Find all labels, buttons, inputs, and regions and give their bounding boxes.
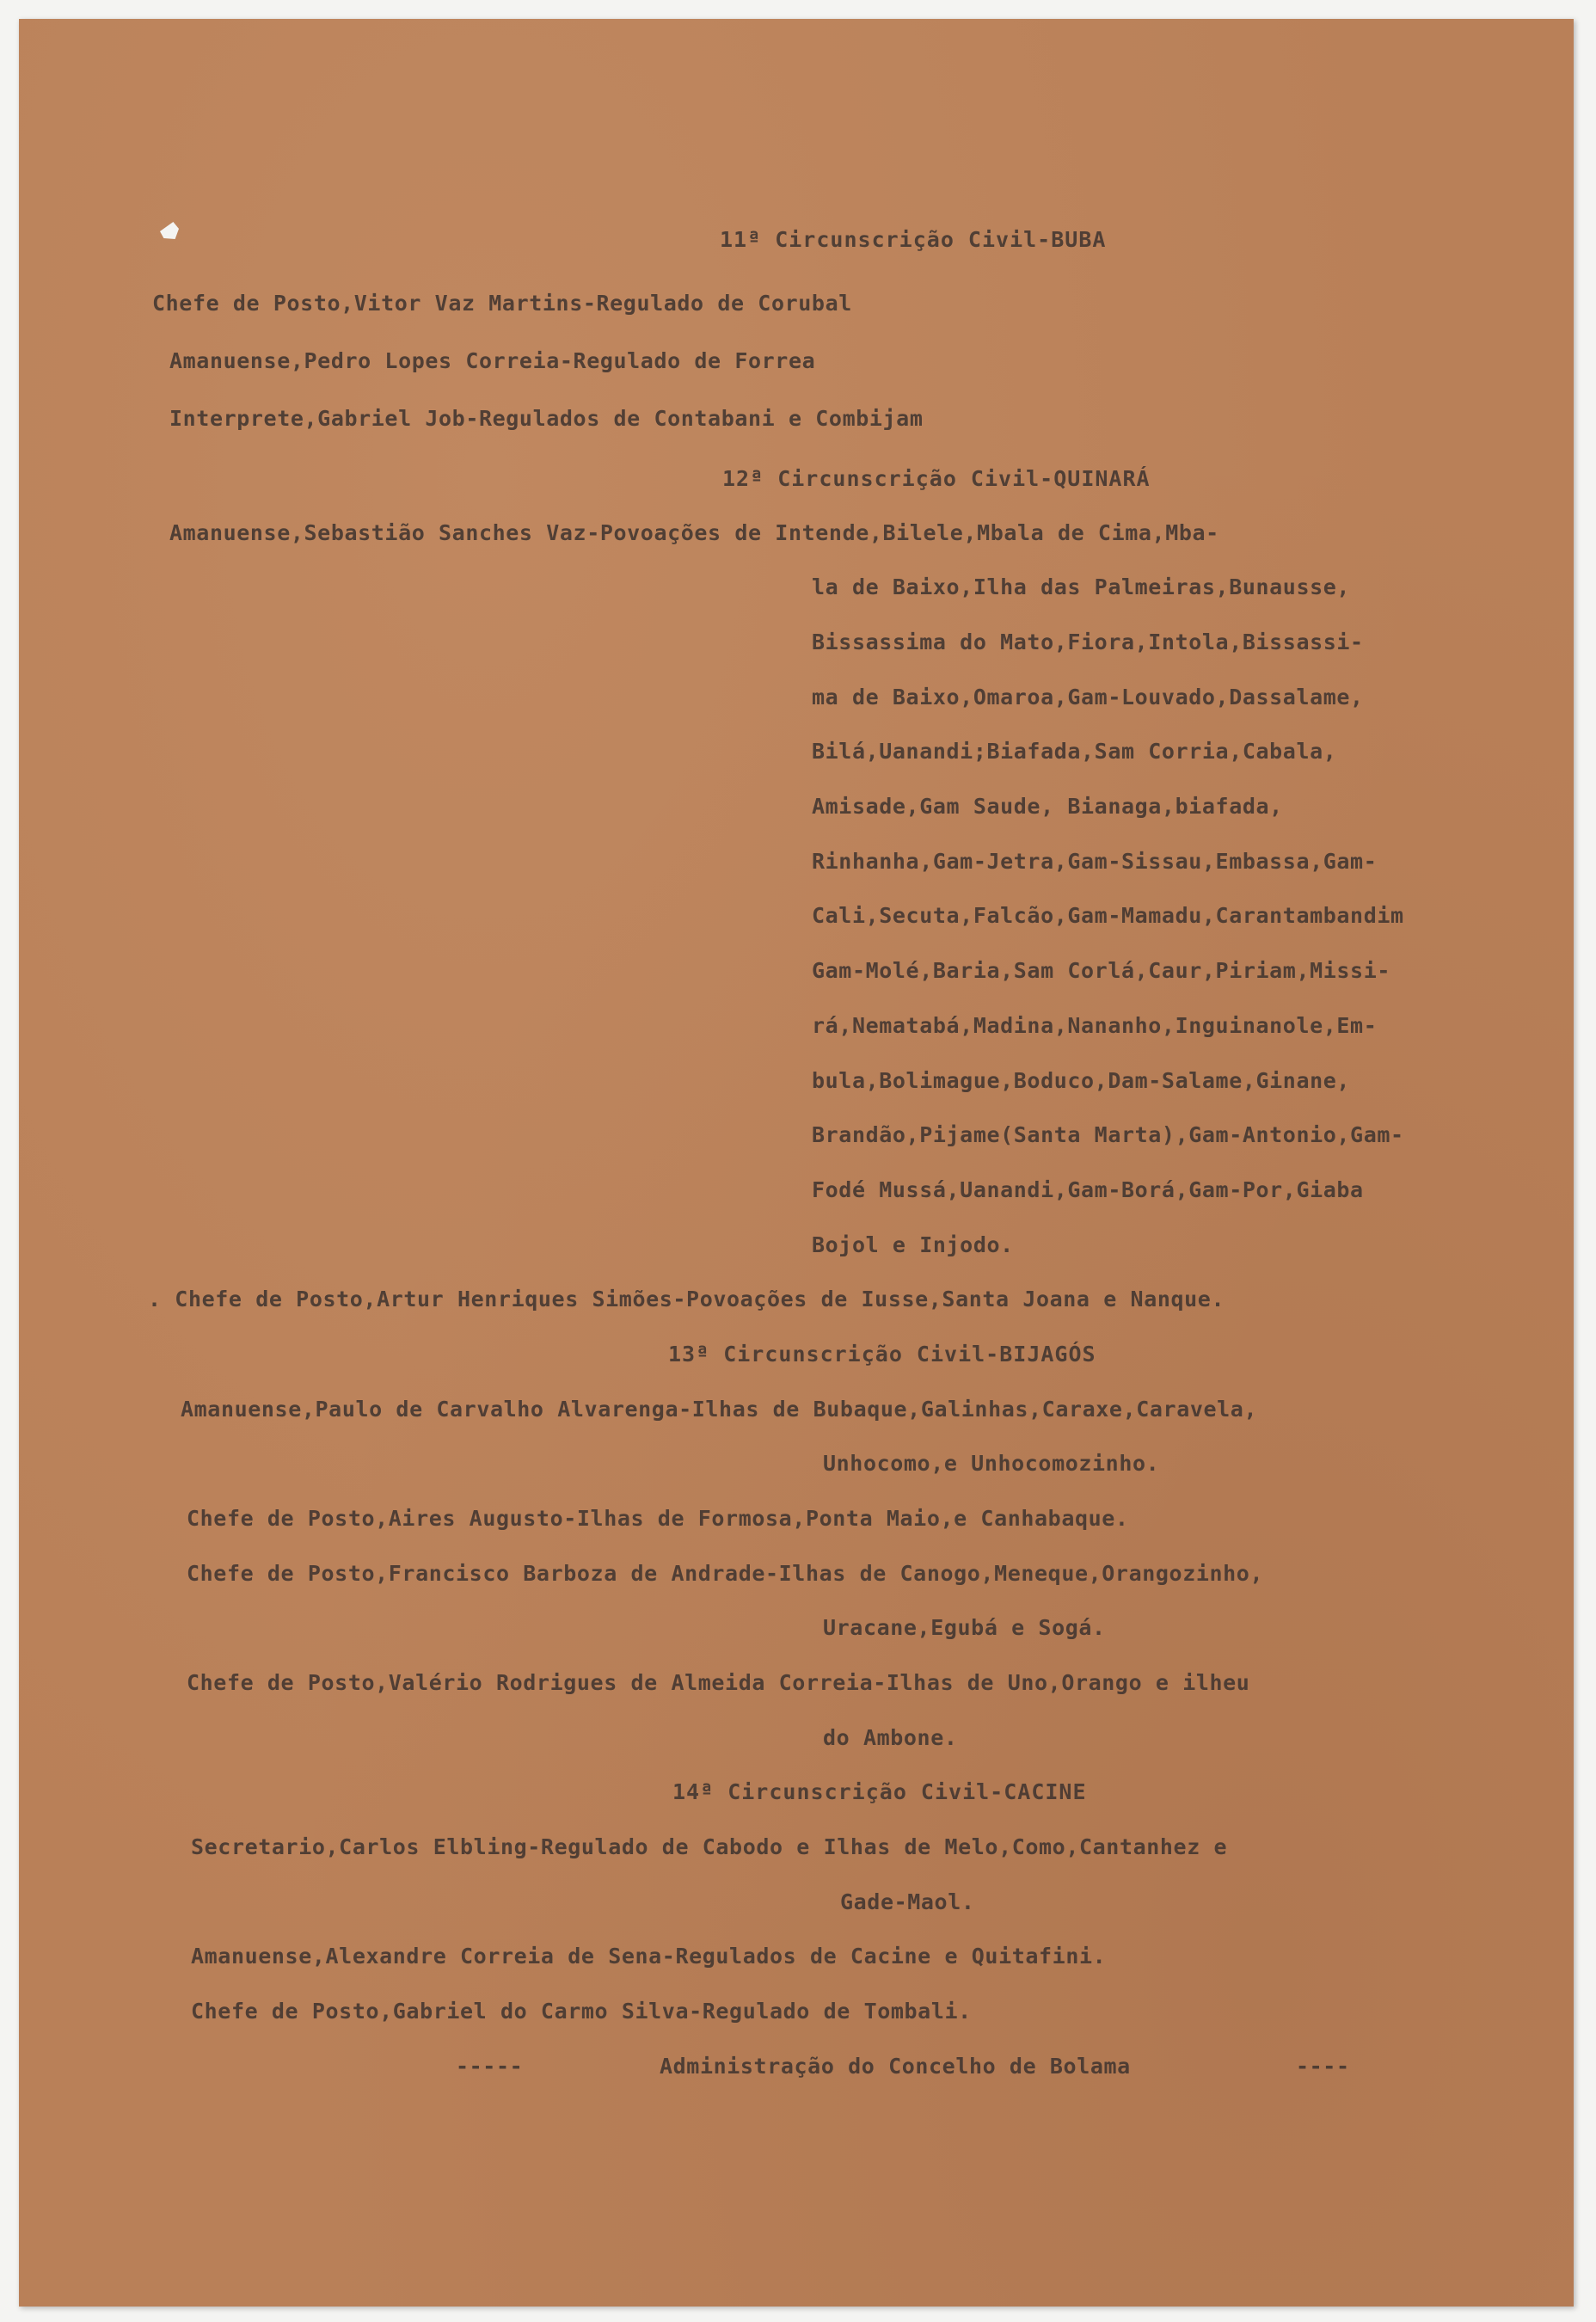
text-line: Cali,Secuta,Falcão,Gam-Mamadu,Carantambandim (812, 903, 1404, 928)
section-heading-12: 12ª Circunscrição Civil-QUINARÁ (722, 466, 1151, 491)
section-heading-14: 14ª Circunscrição Civil-CACINE (672, 1779, 1087, 1804)
text-line: Chefe de Posto,Gabriel do Carmo Silva-Regulado de Tombali. (191, 1999, 972, 2024)
text-line: ma de Baixo,Omaroa,Gam-Louvado,Dassalame, (812, 685, 1364, 710)
text-line: . Chefe de Posto,Artur Henriques Simões-Povoações de Iusse,Santa Joana e Nanque. (148, 1287, 1225, 1312)
text-line: Gade-Maol. (840, 1889, 975, 1914)
text-line: rá,Nematabá,Madina,Nananho,Inguinanole,Em- (812, 1013, 1378, 1038)
text-line: Interprete,Gabriel Job-Regulados de Contabani e Combijam (169, 406, 924, 431)
text-line: Unhocomo,e Unhocomozinho. (823, 1451, 1160, 1476)
paper-hole (160, 222, 179, 239)
text-line: Bissassima do Mato,Fiora,Intola,Bissassi- (812, 630, 1364, 654)
text-line: Amanuense,Pedro Lopes Correia-Regulado de Forrea (169, 348, 816, 373)
section-heading-11: 11ª Circunscrição Civil-BUBA (720, 227, 1107, 252)
text-line: do Ambone. (823, 1725, 958, 1750)
text-line: Rinhanha,Gam-Jetra,Gam-Sissau,Embassa,Gam- (812, 849, 1378, 874)
text-line: Chefe de Posto,Francisco Barboza de Andrade-Ilhas de Canogo,Meneque,Orangozinho, (187, 1561, 1264, 1586)
text-line: Bilá,Uanandi;Biafada,Sam Corria,Cabala, (812, 739, 1337, 764)
text-line: Fodé Mussá,Uanandi,Gam-Borá,Gam-Por,Giaba (812, 1177, 1364, 1202)
text-line: la de Baixo,Ilha das Palmeiras,Bunausse, (812, 574, 1351, 599)
text-line: Uracane,Egubá e Sogá. (823, 1615, 1106, 1640)
document-page (19, 19, 1574, 2307)
text-line: Brandão,Pijame(Santa Marta),Gam-Antonio,Gam- (812, 1122, 1404, 1147)
text-line: Amanuense,Alexandre Correia de Sena-Regulados de Cacine e Quitafini. (191, 1944, 1107, 1969)
text-line: Gam-Molé,Baria,Sam Corlá,Caur,Piriam,Missi- (812, 958, 1391, 983)
text-line: Bojol e Injodo. (812, 1232, 1014, 1257)
text-line: Amanuense,Sebastião Sanches Vaz-Povoações de Intende,Bilele,Mbala de Cima,Mba- (169, 520, 1219, 545)
text-line: Chefe de Posto,Aires Augusto-Ilhas de Formosa,Ponta Maio,e Canhabaque. (187, 1506, 1129, 1531)
text-line: Secretario,Carlos Elbling-Regulado de Cabodo e Ilhas de Melo,Como,Cantanhez e (191, 1834, 1228, 1859)
text-line: Amisade,Gam Saude, Bianaga,biafada, (812, 794, 1283, 819)
text-line: bula,Bolimague,Boduco,Dam-Salame,Ginane, (812, 1068, 1351, 1093)
section-heading-13: 13ª Circunscrição Civil-BIJAGÓS (668, 1342, 1096, 1367)
text-line: Amanuense,Paulo de Carvalho Alvarenga-Ilhas de Bubaque,Galinhas,Caraxe,Caravela, (181, 1397, 1258, 1422)
footer-heading: Administração do Concelho de Bolama (660, 2054, 1131, 2079)
footer-dashes-right: ---- (1296, 2054, 1350, 2079)
footer-dashes-left: ----- (456, 2054, 524, 2079)
text-line: Chefe de Posto,Valério Rodrigues de Almeida Correia-Ilhas de Uno,Orango e ilheu (187, 1670, 1250, 1695)
text-line: Chefe de Posto,Vitor Vaz Martins-Regulado de Corubal (152, 291, 852, 316)
